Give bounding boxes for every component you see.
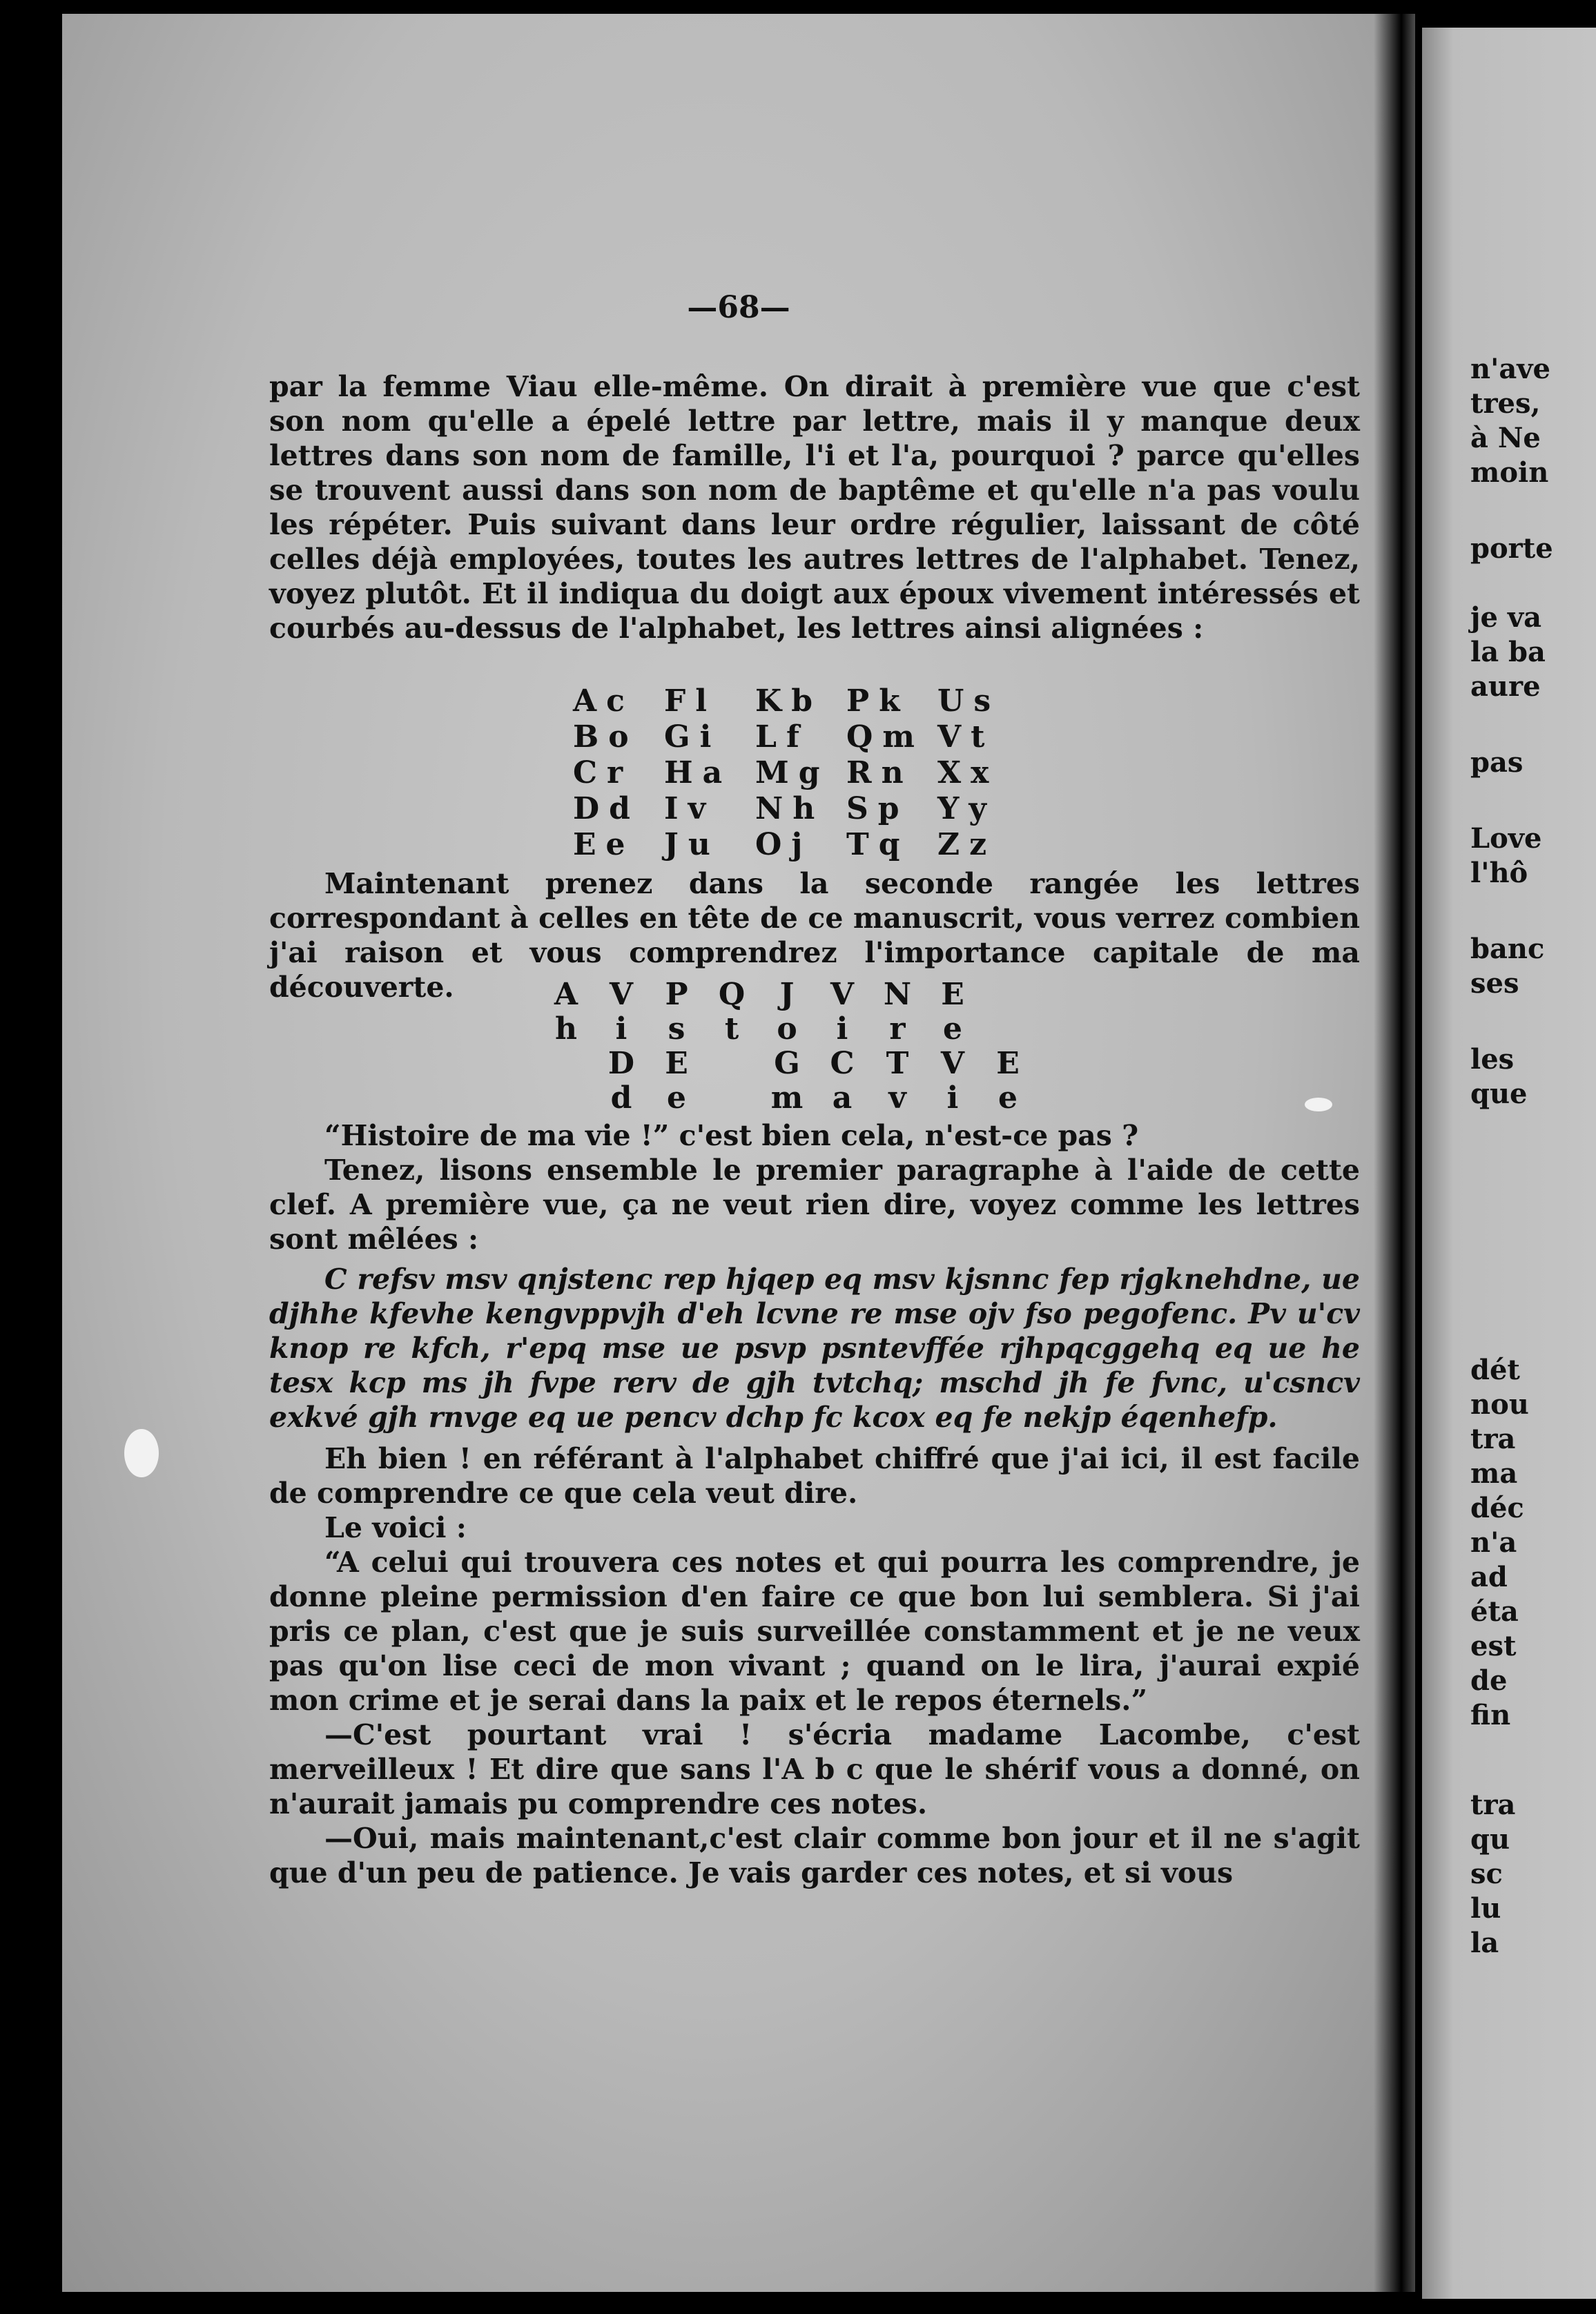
decode-cell: N [883,977,912,1012]
right-fragment: moin [1470,456,1549,489]
decode-row [538,1046,1035,1080]
grid-cell: Zz [937,827,997,862]
grid-cell: Nh [755,791,825,826]
right-fragment: la ba [1470,636,1546,668]
grid-cell: Xx [937,755,999,790]
right-fragment: fin [1470,1699,1511,1731]
decode-cell: i [615,1011,627,1047]
decode-cell: J [779,977,795,1012]
decode-cell: D [607,1046,635,1081]
decode-cell: G [774,1046,800,1081]
right-fragment: ad [1470,1561,1508,1593]
right-fragment: de [1470,1664,1508,1697]
decode-cell: A [554,977,578,1012]
decode-cell: a [832,1080,853,1116]
grid-cell: Bo [573,719,639,755]
decode-cell: P [665,977,688,1012]
right-fragment: lu [1470,1892,1501,1925]
decode-cell: r [889,1011,906,1047]
grid-cell: Rn [846,755,913,790]
right-fragment: est [1470,1630,1517,1662]
left-page [62,14,1415,2292]
decode-row [538,977,1035,1011]
paper-stain [1305,1098,1332,1111]
paragraph-exclaim: “Histoire de ma vie !” c'est bien cela, n'est-ce pas ? [324,1119,1139,1152]
decode-cell: V [609,977,634,1012]
paragraph-clef: Tenez, lisons ensemble le premier paragraphe à l'aide de cette clef. A première vue, ça ne veut rien dire, voyez comme les lettres sont mêlées : [269,1154,1360,1256]
right-fragment: éta [1470,1595,1519,1628]
paper-stain [124,1429,159,1477]
decode-cell: e [667,1080,686,1116]
decode-cell: o [777,1011,797,1047]
grid-row [573,755,1029,791]
paragraph-voici: Le voici : [324,1511,467,1544]
grid-cell: Us [937,683,1001,719]
decode-cell: v [888,1080,906,1116]
right-fragment: n'a [1470,1526,1517,1559]
grid-cell: Sp [846,791,909,826]
decode-cell: E [665,1046,688,1081]
decode-table [538,977,1035,1115]
paragraph-intro: par la femme Viau elle-même. On dirait à première vue que c'est son nom qu'elle a épelé lettre par lettre, mais il y manque deux lettres dans son nom de famille, l'i et l'a, pourquoi ? parce qu'elles se trouvent aussi dans son nom de baptême et qu'elle n'a pas voulu les répéter. Puis suivant dans leur ordre régulier, laissant de côté celles déjà employées, toutes les autres lettres de l'alphabet. Tenez, voyez plutôt. Et il indiqua du doigt aux époux vivement intéressés et courbés au-dessus de l'alphabet, les lettres ainsi alignées : [269,370,1360,645]
grid-cell: Kb [755,683,823,719]
grid-cell: Ac [573,683,634,719]
right-fragment: les [1470,1043,1515,1076]
grid-cell: Gi [664,719,721,755]
right-fragment: déc [1470,1492,1524,1524]
right-fragment: tra [1470,1423,1516,1455]
decode-cell: s [668,1011,685,1047]
decode-cell: C [830,1046,855,1081]
grid-cell: Cr [573,755,633,790]
right-fragment: n'ave [1470,353,1550,385]
grid-cell: Ee [573,827,635,862]
grid-cell: Qm [846,719,924,755]
right-fragment: banc [1470,933,1545,965]
decode-cell: d [610,1080,632,1116]
grid-cell: Pk [846,683,910,719]
decode-cell: E [941,977,964,1012]
grid-row [573,791,1029,827]
grid-cell: Fl [664,683,717,719]
right-fragment: Love [1470,822,1542,855]
paragraph-quote: “A celui qui trouvera ces notes et qui pourra les comprendre, je donne pleine permission d'en faire ce que bon lui semblera. Si j'ai pris ce plan, c'est que je suis surveillée constamment et je ne veux pas qu'on lise ceci de mon vivant ; quand on le lira, j'aurai expié mon crime et je serai dans la paix et le repos éternels.” [269,1546,1360,1717]
right-fragment: l'hô [1470,857,1528,889]
cipher-text: C refsv msv qnjstenc rep hjqep eq msv kjsnnc fep rjgknehdne, ue djhhe kfevhe kengvppvjh d'eh lcvne re mse ojv fso pegofenc. Pv u'cv knop re kfch, r'epq mse ue psvp psntevffée rjhpqcggehq eq ue he tesx kcp ms jh fvpe rerv de gjh tvtchq; mschd jh fe fvnc, u'csncv exkvé gjh rnvge eq ue pencv dchp fc kcox eq fe nekjp éqenhefp. [269,1263,1360,1434]
grid-cell: Dd [573,791,640,826]
right-fragment: que [1470,1078,1528,1110]
grid-cell: Iv [664,791,716,826]
decode-cell: T [886,1046,909,1081]
decode-cell: V [830,977,855,1012]
book-gutter [1374,0,1429,2314]
grid-row [573,719,1029,755]
grid-cell: Yy [937,791,996,826]
right-fragment: à Ne [1470,422,1541,454]
grid-cell: Ju [664,827,720,862]
decode-cell: e [943,1011,962,1047]
right-fragment: pas [1470,746,1524,779]
decode-cell: Q [718,977,746,1012]
right-fragment: porte [1470,532,1553,565]
text-block-bottom [269,1118,1360,1890]
decode-cell: h [555,1011,577,1047]
grid-cell: Tq [846,827,910,862]
decode-row [538,1080,1035,1115]
right-fragment: tres, [1470,387,1541,420]
right-fragment: ma [1470,1457,1518,1490]
grid-row [573,683,1029,719]
grid-cell: Mg [755,755,830,790]
grid-row [573,827,1029,863]
grid-cell: Oj [755,827,812,862]
right-fragment: nou [1470,1388,1529,1421]
decode-cell: i [946,1080,959,1116]
decode-cell: t [724,1011,739,1047]
right-fragment: sc [1470,1858,1503,1890]
right-fragment: aure [1470,670,1541,703]
grid-cell: Lf [755,719,809,755]
grid-cell: Vt [937,719,995,755]
decode-cell: E [996,1046,1020,1081]
alphabet-grid [573,683,1029,863]
right-fragment: je va [1470,601,1542,634]
grid-cell: Ha [664,755,732,790]
paragraph-lacombe: —C'est pourtant vrai ! s'écria madame Lacombe, c'est merveilleux ! Et dire que sans l'A b c que le shérif vous a donné, on n'aurait jamais pu comprendre ces notes. [269,1718,1360,1820]
decode-cell: V [940,1046,965,1081]
right-fragment: qu [1470,1823,1510,1856]
paragraph-explain: Eh bien ! en référant à l'alphabet chiffré que j'ai ici, il est facile de comprendre ce que cela veut dire. [269,1442,1360,1510]
right-fragment: dét [1470,1354,1520,1386]
paragraph-instruction: Maintenant prenez dans la seconde rangée les lettres correspondant à celles en tête de ce manuscrit, vous verrez combien j'ai raison et vous comprendrez l'importance capitale de ma découverte. [269,867,1360,1004]
right-fragment: ses [1470,967,1519,1000]
decode-cell: m [770,1080,804,1116]
decode-row [538,1011,1035,1046]
decode-cell: i [836,1011,848,1047]
right-fragment: la [1470,1927,1499,1959]
decode-cell: e [998,1080,1018,1116]
text-block-top [269,369,1360,645]
page-number: —68— [687,290,790,325]
right-fragment: tra [1470,1789,1516,1821]
paragraph-patience: —Oui, mais maintenant,c'est clair comme bon jour et il ne s'agit que d'un peu de patience. Je vais garder ces notes, et si vous [269,1822,1360,1889]
